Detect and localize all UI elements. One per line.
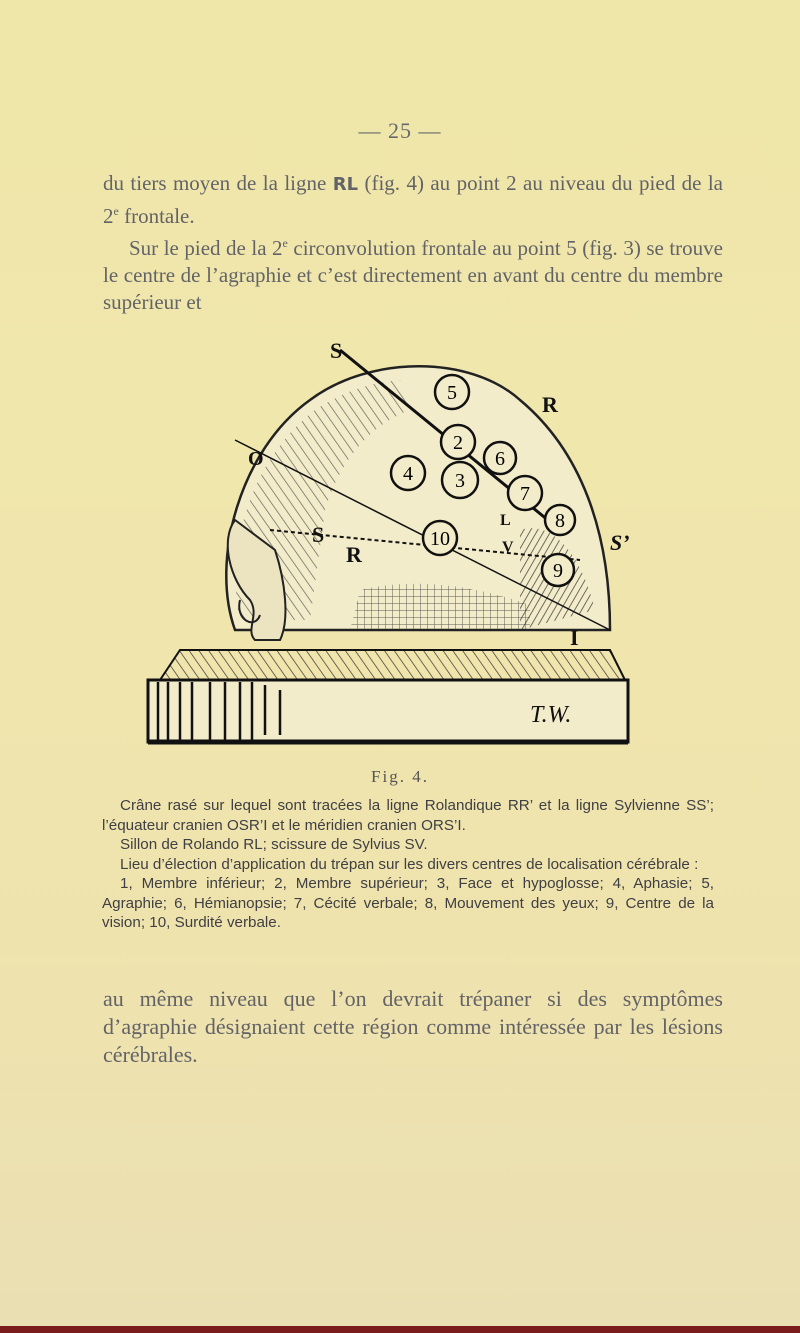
circle-label: 5: [447, 382, 457, 404]
circle-label: 7: [520, 483, 530, 505]
letter-s-prime: S’: [610, 530, 630, 555]
signature: T.W.: [530, 702, 572, 728]
skull-diagram: [140, 330, 630, 750]
circle-label: 3: [455, 470, 465, 492]
superscript: e: [113, 204, 119, 218]
figure-label: Fig. 4.: [371, 767, 429, 786]
circle-label: 8: [555, 510, 565, 532]
stand-top: [160, 650, 625, 680]
circle-label: 2: [453, 432, 463, 454]
page-number: — 25 —: [358, 118, 442, 143]
letter-i: I: [570, 625, 579, 650]
caption-line: Lieu d’élection d’application du trépan sur les divers centres de localisation cérébrale :: [120, 855, 699, 873]
circle-label: 9: [553, 560, 563, 582]
paragraph-top: [103, 170, 723, 316]
bold-term: RL: [332, 174, 359, 195]
text-line: circonvolution frontale au point 5 (fig. 3) se trouve le centre de l’agraphie et c’est directement en avant du centre du membre supérieur et: [103, 236, 723, 314]
text-line: (fig. 4) au point 2 au niveau du pied de la 2: [103, 171, 724, 228]
text-line: frontale.: [118, 204, 195, 228]
letter-r-prime: R: [346, 542, 362, 567]
letter-v: V: [502, 539, 514, 556]
circle-label: 6: [495, 448, 505, 470]
circle-label: 10: [430, 528, 450, 550]
letter-l: L: [500, 512, 511, 529]
text-line: au même niveau que l’on devrait trépaner si des symptômes d’agraphie désignaient cette région comme intéressée par les lésions cérébrales.: [103, 986, 723, 1067]
superscript: e: [282, 236, 288, 250]
paragraph-bottom: [103, 985, 723, 1069]
caption-line: 1, Membre inférieur; 2, Membre supérieur; 3, Face et hypoglosse; 4, Aphasie; 5, Agraphie; 6, Hémianopsie; 7, Cécité verbale; 8, Mouvement des yeux; 9, Centre de la vision; 10, Surdité verbale.: [102, 875, 714, 931]
letter-o: O: [248, 448, 264, 470]
letter-s: S: [312, 522, 325, 547]
figure-caption: [102, 796, 714, 933]
bottom-rule: [0, 1326, 800, 1333]
letter-s-top: S: [330, 338, 343, 363]
text-line: Sur le pied de la 2: [129, 236, 283, 260]
text-line: du tiers moyen de la ligne: [103, 171, 333, 195]
letter-r: R: [542, 392, 558, 417]
caption-line: Sillon de Rolando RL; scissure de Sylvius SV.: [120, 836, 428, 853]
caption-line: Crâne rasé sur lequel sont tracées la ligne Rolandique RR’ et la ligne Sylvienne SS’; l’équateur cranien OSR’I et le méridien cranien ORS’I.: [102, 797, 714, 834]
circle-label: 4: [403, 463, 413, 485]
